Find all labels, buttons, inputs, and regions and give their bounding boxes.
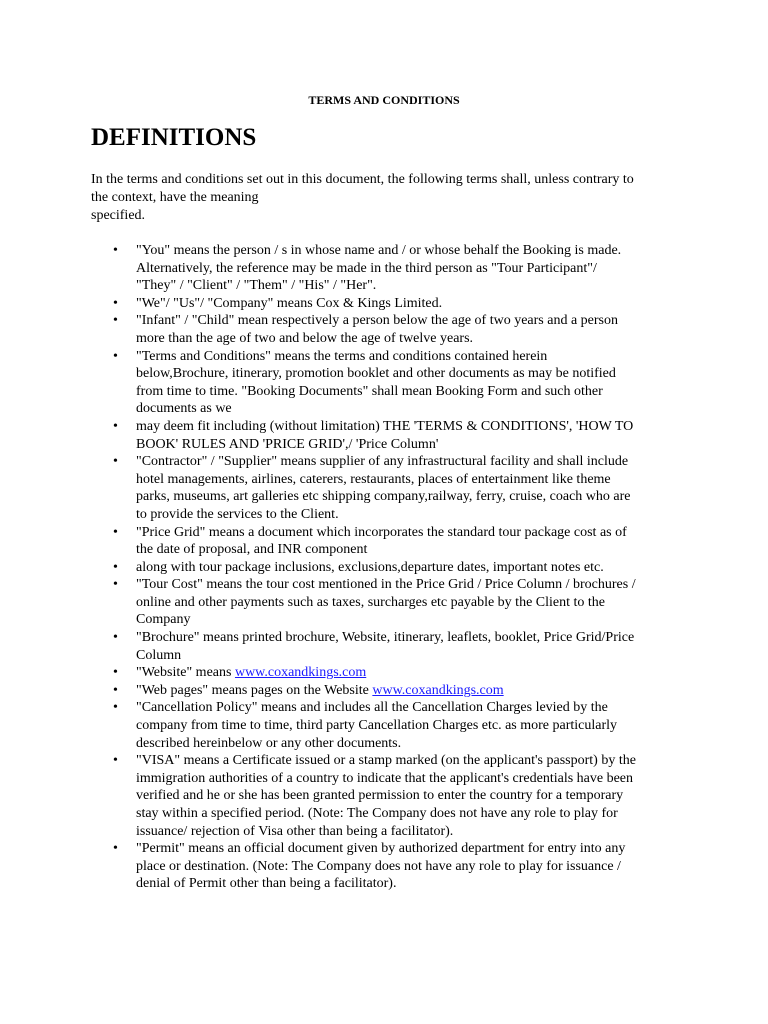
bullet-icon: • bbox=[113, 630, 118, 646]
definitions-list bbox=[91, 242, 691, 893]
item-line: verified and he or she has been granted permission to enter the country for a temporary bbox=[136, 788, 624, 804]
bullet-icon: • bbox=[113, 243, 118, 258]
item-line: "Tour Cost" means the tour cost mentioned in the Price Grid / Price Column / brochures / bbox=[136, 577, 636, 593]
bullet-icon: • bbox=[113, 682, 118, 698]
list-item bbox=[91, 840, 691, 893]
item-line: immigration authorities of a country to indicate that the applicant's credentials have been bbox=[136, 770, 634, 786]
item-line: may deem fit including (without limitation) THE 'TERMS & CONDITIONS', 'HOW TO bbox=[136, 418, 634, 434]
item-line: "Terms and Conditions" means the terms and conditions contained herein bbox=[136, 348, 548, 364]
list-item bbox=[91, 242, 691, 295]
item-line bbox=[136, 664, 691, 682]
bullet-icon: • bbox=[113, 348, 118, 364]
bullet-icon: • bbox=[113, 454, 118, 470]
item-line: "They" / "Client" / "Them" / "His" / "Her". bbox=[136, 278, 377, 294]
list-item bbox=[91, 576, 691, 629]
item-line: the date of proposal, and INR component bbox=[136, 542, 368, 558]
bullet-icon: • bbox=[113, 524, 118, 540]
item-line: "Permit" means an official document given by authorized department for entry into any bbox=[136, 841, 626, 857]
list-item bbox=[91, 559, 691, 577]
item-line: "Price Grid" means a document which incorporates the standard tour package cost as of bbox=[136, 524, 627, 540]
item-line: "Brochure" means printed brochure, Website, itinerary, leaflets, booklet, Price Grid/Price bbox=[136, 630, 635, 646]
website-link[interactable]: www.coxandkings.com bbox=[234, 665, 367, 681]
webpages-link[interactable]: www.coxandkings.com bbox=[372, 682, 504, 698]
bullet-icon: • bbox=[113, 577, 118, 593]
item-line: denial of Permit other than being a facilitator). bbox=[136, 876, 397, 892]
bullet-icon: • bbox=[113, 295, 118, 311]
list-item bbox=[91, 524, 691, 559]
bullet-icon: • bbox=[113, 700, 118, 716]
item-line: described hereinbelow or any other documents. bbox=[136, 735, 402, 751]
item-line: issuance/ rejection of Visa other than being a facilitator). bbox=[136, 823, 454, 839]
item-line: more than the age of two and below the age of twelve years. bbox=[136, 330, 474, 346]
item-line: company from time to time, third party Cancellation Charges etc. as more particularly bbox=[136, 718, 618, 734]
item-line: "Cancellation Policy" means and includes all the Cancellation Charges levied by the bbox=[136, 700, 608, 716]
item-line: to provide the services to the Client. bbox=[136, 506, 339, 522]
item-line bbox=[136, 682, 691, 700]
list-item-webpages bbox=[91, 682, 691, 700]
definitions-heading: DEFINITIONS bbox=[91, 124, 257, 151]
bullet-icon: • bbox=[113, 313, 118, 329]
item-line: along with tour package inclusions, exclusions,departure dates, important notes etc. bbox=[136, 559, 604, 575]
intro-paragraph bbox=[91, 171, 691, 225]
item-line: documents as we bbox=[136, 401, 232, 417]
item-line: Company bbox=[136, 612, 191, 628]
list-item bbox=[91, 312, 691, 347]
item-line: parks, museums, art galleries etc shipping company,railway, ferry, cruise, coach who are bbox=[136, 489, 631, 505]
list-item bbox=[91, 453, 691, 523]
item-line: online and other payments such as taxes, surcharges etc payable by the Client to the bbox=[136, 594, 605, 610]
bullet-icon: • bbox=[113, 559, 118, 575]
item-line: from time to time. "Booking Documents" shall mean Booking Form and such other bbox=[136, 383, 603, 399]
item-line: "Infant" / "Child" mean respectively a person below the age of two years and a person bbox=[136, 313, 618, 329]
list-item bbox=[91, 418, 691, 453]
item-line: "VISA" means a Certificate issued or a stamp marked (on the applicant's passport) by the bbox=[136, 753, 636, 769]
list-item-website bbox=[91, 664, 691, 682]
item-line: BOOK' RULES AND 'PRICE GRID',/ 'Price Column' bbox=[136, 436, 439, 452]
item-line: stay within a specified period. (Note: The Company does not have any role to play for bbox=[136, 806, 618, 821]
intro-line: the context, have the meaning bbox=[91, 190, 259, 205]
item-line: place or destination. (Note: The Company does not have any role to play for issuance / bbox=[136, 858, 621, 874]
bullet-icon: • bbox=[113, 665, 118, 681]
item-line: below,Brochure, itinerary, promotion booklet and other documents as may be notified bbox=[136, 366, 616, 382]
bullet-icon: • bbox=[113, 841, 118, 857]
bullet-icon: • bbox=[113, 418, 118, 434]
item-line: Column bbox=[136, 647, 182, 663]
list-item bbox=[91, 295, 691, 313]
intro-line: specified. bbox=[91, 208, 146, 223]
item-line: "You" means the person / s in whose name and / or whose behalf the Booking is made. bbox=[136, 243, 622, 258]
webpages-prefix: "Web pages" means pages on the Website bbox=[136, 682, 373, 698]
list-item bbox=[91, 699, 691, 752]
intro-line: In the terms and conditions set out in this document, the following terms shall, unless contrary to bbox=[91, 172, 634, 187]
website-prefix: "Website" means bbox=[136, 665, 235, 681]
list-item bbox=[91, 348, 691, 418]
document-title: TERMS AND CONDITIONS bbox=[308, 93, 460, 107]
item-line: hotel managements, airlines, caterers, restaurants, places of entertainment like theme bbox=[136, 471, 611, 487]
list-item bbox=[91, 629, 691, 664]
item-line: "Contractor" / "Supplier" means supplier of any infrastructural facility and shall include bbox=[136, 454, 629, 470]
item-line: "We"/ "Us"/ "Company" means Cox & Kings Limited. bbox=[136, 295, 443, 311]
item-line: Alternatively, the reference may be made in the third person as "Tour Participant"/ bbox=[136, 260, 597, 276]
list-item bbox=[91, 752, 691, 840]
bullet-icon: • bbox=[113, 753, 118, 769]
